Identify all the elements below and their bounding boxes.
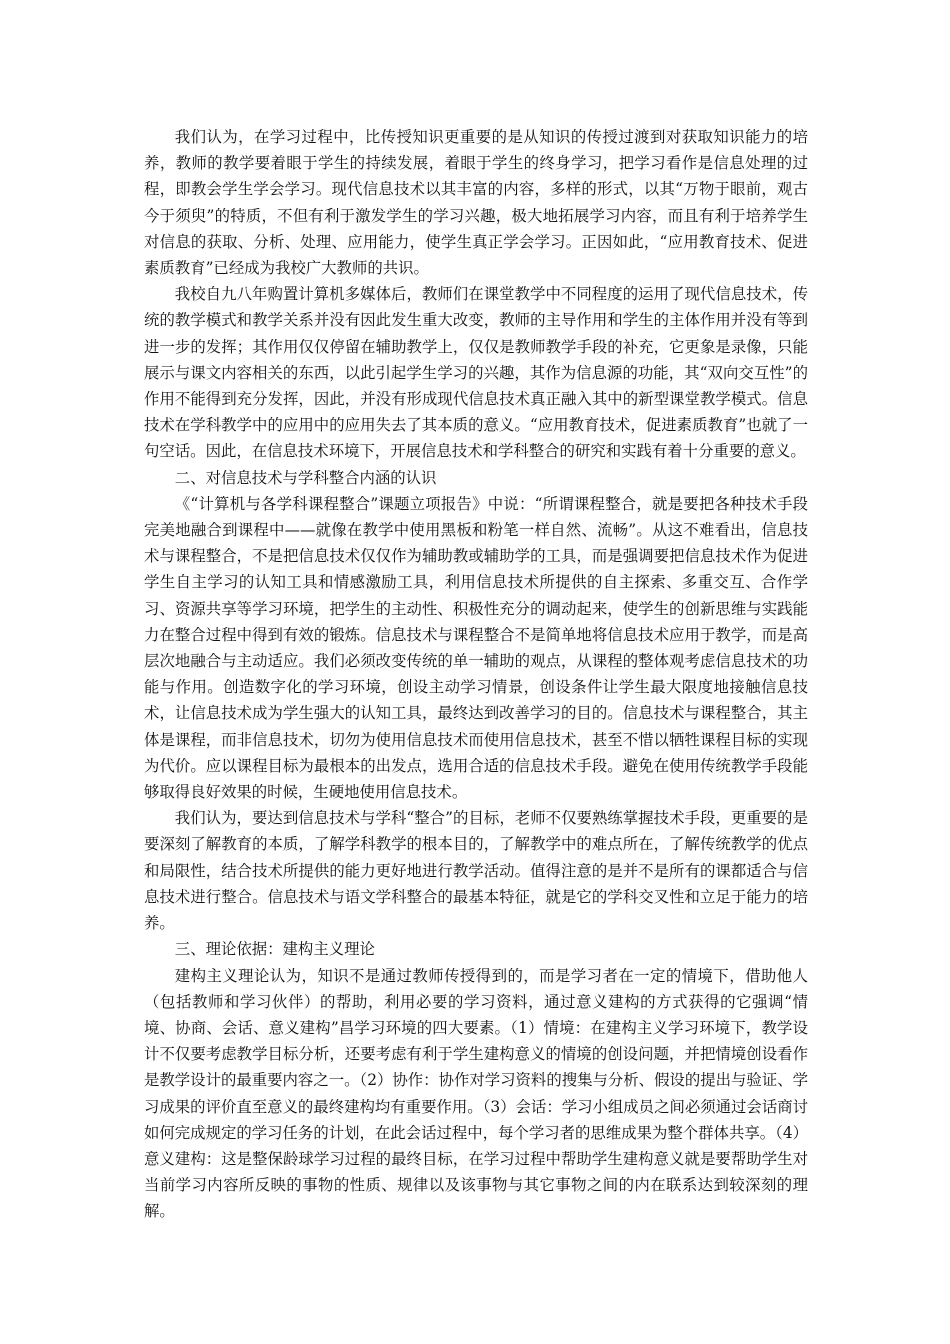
- paragraph-5: 建构主义理论认为，知识不是通过教师传授得到的，而是学习者在一定的情境下，借助他人（包括教师和学习伙伴）的帮助，利用必要的学习资料，通过意义建构的方式获得的它强调“情境、协商、会话、意义建构”昌学习环境的四大要素。（1）情境：在建构主义学习环境下，教学设计不仅要考虑教学目标分析，还要考虑有利于学生建构意义的情境的创设问题，并把情境创设看作是教学设计的最重要内容之一。（2）协作：协作对学习资料的搜集与分析、假设的提出与验证、学习成果的评价直至意义的最终建构均有重要作用。（3）会话：学习小组成员之间必须通过会话商讨如何完成规定的学习任务的计划，在此会话过程中，每个学习者的思维成果为整个群体共享。（4）意义建构：这是整保龄球学习过程的最终目标，在学习过程中帮助学生建构意义就是要帮助学生对当前学习内容所反映的事物的性质、规律以及该事物与其它事物之间的内在联系达到较深刻的理解。: [144, 966, 808, 1221]
- paragraph-1: 我们认为，在学习过程中，比传授知识更重要的是从知识的传授过渡到对获取知识能力的培养，教师的教学要着眼于学生的持续发展，着眼于学生的终身学习，把学习看作是信息处理的过程，即教会学生学会学习。现代信息技术以其丰富的内容，多样的形式，以其“万物于眼前，观古今于须臾”的特质，不但有利于激发学生的学习兴趣，极大地拓展学习内容，而且有利于培养学生对信息的获取、分析、处理、应用能力，使学生真正学会学习。正因如此，“应用教育技术、促进素质教育”已经成为我校广大教师的共识。: [144, 128, 808, 278]
- section-heading-2: 二、对信息技术与学科整合内涵的认识: [174, 468, 437, 487]
- paragraph-4: 我们认为，要达到信息技术与学科“整合”的目标，老师不仅要熟练掌握技术手段，更重要的是要深刻了解教育的本质，了解学科教学的根本目的，了解教学中的难点所在，了解传统教学的优点和局限性，结合技术所提供的能力更好地进行教学活动。值得注意的是并不是所有的课都适合与信息技术进行整合。信息技术与语文学科整合的最基本特征，就是它的学科交叉性和立足于能力的培养。: [144, 809, 808, 933]
- document-body: [144, 124, 808, 1225]
- paragraph-2: 我校自九八年购置计算机多媒体后，教师们在课堂教学中不同程度的运用了现代信息技术，传统的教学模式和教学关系并没有因此发生重大改变，教师的主导作用和学生的主体作用并没有等到进一步的发挥；其作用仅仅停留在辅助教学上，仅仅是教师教学手段的补充，它更象是录像，只能展示与课文内容相关的东西，以此引起学生学习的兴趣，其作为信息源的功能，其“双向交互性”的作用不能得到充分发挥，因此，并没有形成现代信息技术真正融入其中的新型课堂教学模式。信息技术在学科教学中的应用中的应用失去了其本质的意义。“应用教育技术，促进素质教育”也就了一句空话。因此，在信息技术环境下，开展信息技术和学科整合的研究和实践有着十分重要的意义。: [144, 285, 808, 461]
- section-heading-3: 三、理论依据：建构主义理论: [174, 940, 375, 959]
- paragraph-3: 《“计算机与各学科课程整合”课题立项报告》中说：“所谓课程整合，就是要把各种技术手段完美地融合到课程中——就像在教学中使用黑板和粉笔一样自然、流畅”。从这不难看出，信息技术与课程整合，不是把信息技术仅仅作为辅助教或辅助学的工具，而是强调要把信息技术作为促进学生自主学习的认知工具和情感激励工具，利用信息技术所提供的自主探索、多重交互、合作学习、资源共享等学习环境，把学生的主动性、积极性充分的调动起来，使学生的创新思维与实践能力在整合过程中得到有效的锻炼。信息技术与课程整合不是简单地将信息技术应用于教学，而是高层次地融合与主动适应。我们必须改变传统的单一辅助的观点，从课程的整体观考虑信息技术的功能与作用。创造数字化的学习环境，创设主动学习情景，创设条件让学生最大限度地接触信息技术，让信息技术成为学生强大的认知工具，最终达到改善学习的目的。信息技术与课程整合，其主体是课程，而非信息技术，切勿为使用信息技术而使用信息技术，甚至不惜以牺牲课程目标的实现为代价。应以课程目标为最根本的出发点，选用合适的信息技术手段。避免在使用传统教学手段能够取得良好效果的时候，生硬地使用信息技术。: [144, 494, 808, 802]
